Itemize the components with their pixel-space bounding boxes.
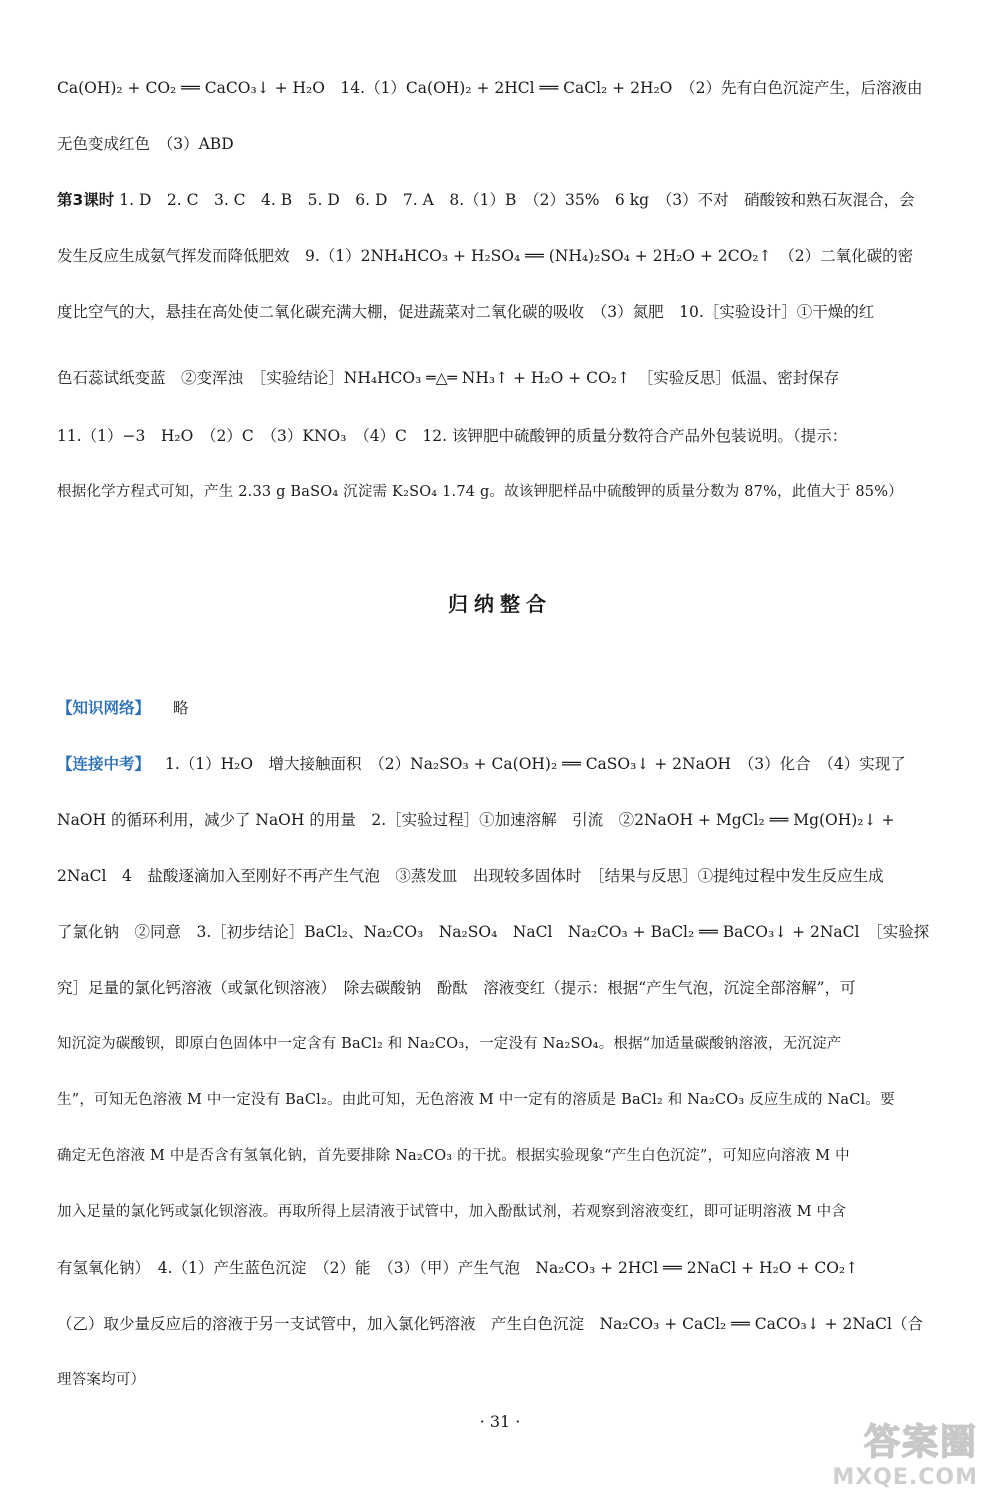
answer-line-1: Ca(OH)₂ + CO₂ ══ CaCO₃↓ + H₂O 14.（1）Ca(OH)₂ + 2HCl ══ CaCl₂ + 2H₂O （2）先有白色沉淀产生，后溶液由 (57, 79, 923, 97)
answer-line-14: 究］足量的氯化钙溶液（或氯化钡溶液） 除去碳酸钠 酚酞 溶液变红（提示：根据“产生气泡，沉淀全部溶解”，可 (57, 979, 856, 997)
watermark (832, 1414, 982, 1494)
answer-line-6: 色石蕊试纸变蓝 ②变浑浊 ［实验结论］NH₄HCO₃ ═△═ NH₃↑ + H₂O + CO₂↑ ［实验反思］低温、密封保存 (57, 369, 840, 387)
answer-line-5: 度比空气的大，悬挂在高处使二氧化碳充满大棚，促进蔬菜对二氧化碳的吸收 （3）氮肥 10.［实验设计］①干燥的红 (57, 303, 875, 321)
lesson-label: 第3课时 (57, 191, 115, 209)
answer-line-4: 发生反应生成氨气挥发而降低肥效 9.（1）2NH₄HCO₃ + H₂SO₄ ══ (NH₄)₂SO₄ + 2H₂O + 2CO₂↑ （2）二氧化碳的密 (57, 247, 914, 265)
answer-line-16: 生”，可知无色溶液 M 中一定没有 BaCl₂。由此可知，无色溶液 M 中一定有的溶质是 BaCl₂ 和 Na₂CO₃ 反应生成的 NaCl。要 (57, 1092, 895, 1108)
answer-line-2: 无色变成红色 （3）ABD (57, 135, 234, 153)
answer-line-11: NaOH 的循环利用，减少了 NaOH 的用量 2.［实验过程］①加速溶解 引流 ②2NaOH + MgCl₂ ══ Mg(OH)₂↓ + (57, 811, 895, 829)
knowledge-network-text: 略 (172, 699, 189, 717)
lesson-answers: 1. D 2. C 3. C 4. B 5. D 6. D 7. A 8.（1）B （2）35% 6 kg （3）不对 硝酸铵和熟石灰混合，会 (119, 191, 915, 209)
watermark-glyphs: 答案圈 (863, 1422, 978, 1463)
watermark-url: MXQE.COM (832, 1465, 978, 1490)
answer-line-8: 根据化学方程式可知，产生 2.33 g BaSO₄ 沉淀需 K₂SO₄ 1.74 g。故该钾肥样品中硫酸钾的质量分数为 87%，此值大于 85%） (57, 484, 903, 500)
answer-line-13: 了氯化钠 ②同意 3.［初步结论］BaCl₂、Na₂CO₃ Na₂SO₄ NaCl Na₂CO₃ + BaCl₂ ══ BaCO₃↓ + 2NaCl ［实验探 (57, 923, 930, 941)
exam-link-label: 【连接中考】 (57, 755, 151, 773)
answer-line-21: 理答案均可） (57, 1372, 146, 1388)
answer-line-7: 11.（1）−3 H₂O （2）C （3）KNO₃ （4）C 12. 该钾肥中硫酸钾的质量分数符合产品外包装说明。（提示： (57, 427, 848, 445)
knowledge-network-label: 【知识网络】 (57, 699, 151, 717)
section-title: 归纳整合 (448, 592, 552, 616)
answer-line-3 (57, 189, 947, 211)
page-number: · 31 · (479, 1412, 521, 1431)
answer-line-15: 知沉淀为碳酸钡，即原白色固体中一定含有 BaCl₂ 和 Na₂CO₃，一定没有 Na₂SO₄。根据“加适量碳酸钠溶液，无沉淀产 (57, 1036, 842, 1052)
exam-link-text: 1.（1）H₂O 增大接触面积 （2）Na₂SO₃ + Ca(OH)₂ ══ CaSO₃↓ + 2NaOH （3）化合 （4）实现了 (164, 755, 906, 773)
answer-line-12: 2NaCl 4 盐酸逐滴加入至刚好不再产生气泡 ③蒸发皿 出现较多固体时 ［结果与反思］①提纯过程中发生反应生成 (57, 867, 884, 885)
answer-line-20: （乙）取少量反应后的溶液于另一支试管中，加入氯化钙溶液 产生白色沉淀 Na₂CO₃ + CaCl₂ ══ CaCO₃↓ + 2NaCl（合 (57, 1315, 923, 1333)
answer-line-18: 加入足量的氯化钙或氯化钡溶液。再取所得上层清液于试管中，加入酚酞试剂，若观察到溶液变红，即可证明溶液 M 中含 (57, 1204, 847, 1220)
exam-link-line (57, 753, 947, 775)
answer-line-17: 确定无色溶液 M 中是否含有氢氧化钠，首先要排除 Na₂CO₃ 的干扰。根据实验现象“产生白色沉淀”，可知应向溶液 M 中 (57, 1148, 850, 1164)
answer-line-19: 有氢氧化钠） 4.（1）产生蓝色沉淀 （2）能 （3）（甲）产生气泡 Na₂CO₃ + 2HCl ══ 2NaCl + H₂O + CO₂↑ (57, 1259, 859, 1277)
knowledge-network-line (57, 697, 947, 719)
